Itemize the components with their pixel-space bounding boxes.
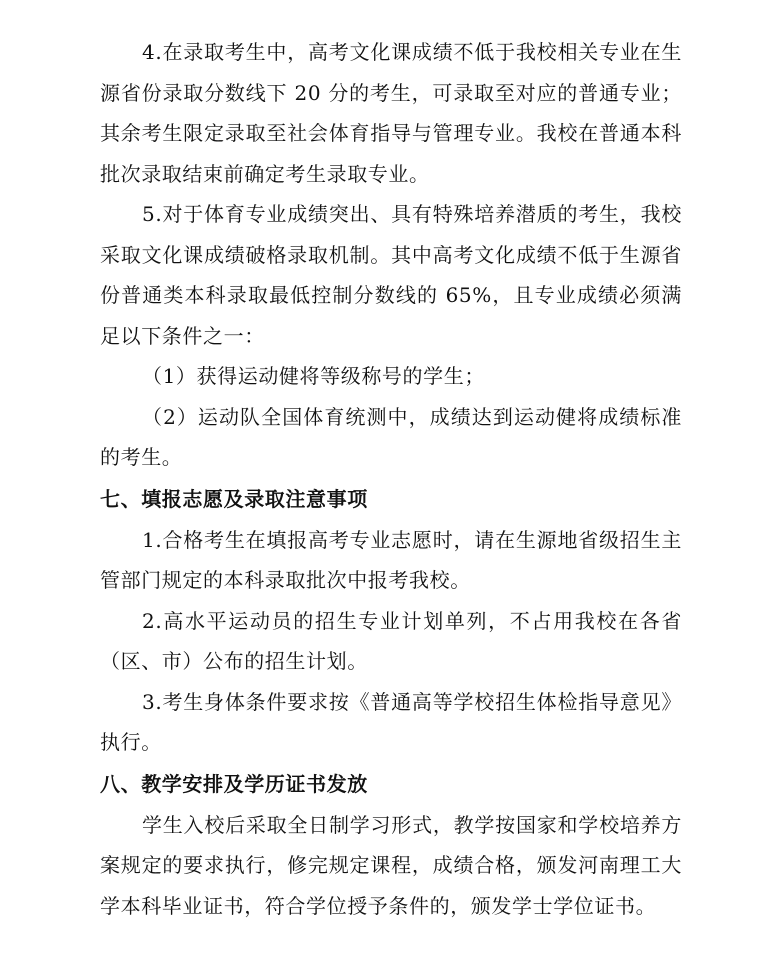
condition-item-1: （1）获得运动健将等级称号的学生； [142,364,485,388]
section-7-paragraph-2: 2.高水平运动员的招生专业计划单列，不占用我校在各省（区、市）公布的招生计划。 [100,608,682,673]
section-7-paragraph-3: 3.考生身体条件要求按《普通高等学校招生体检指导意见》执行。 [100,689,682,754]
section-8-paragraph-1: 学生入校后采取全日制学习形式，教学按国家和学校培养方案规定的要求执行，修完规定课程，成绩合格，颁发河南理工大学本科毕业证书，符合学位授予条件的，颁发学士学位证书。 [100,812,682,918]
section-heading-7: 七、填报志愿及录取注意事项 [100,486,368,511]
paragraph-admission-rule-5: 5.对于体育专业成绩突出、具有特殊培养潜质的考生，我校采取文化课成绩破格录取机制。其中高考文化成绩不低于生源省份普通类本科录取最低控制分数线的 65%，且专业成绩必须满足以下条件之一： [100,202,682,348]
condition-item-2: （2）运动队全国体育统测中，成绩达到运动健将成绩标准的考生。 [100,404,682,469]
section-heading-8: 八、教学安排及学历证书发放 [100,771,368,796]
section-7-paragraph-1: 1.合格考生在填报高考专业志愿时，请在生源地省级招生主管部门规定的本科录取批次中报考我校。 [100,527,682,592]
paragraph-admission-rule-4: 4.在录取考生中，高考文化课成绩不低于我校相关专业在生源省份录取分数线下 20 分的考生，可录取至对应的普通专业；其余考生限定录取至社会体育指导与管理专业。我校在普通本科批次录取结束前确定考生录取专业。 [100,40,682,186]
